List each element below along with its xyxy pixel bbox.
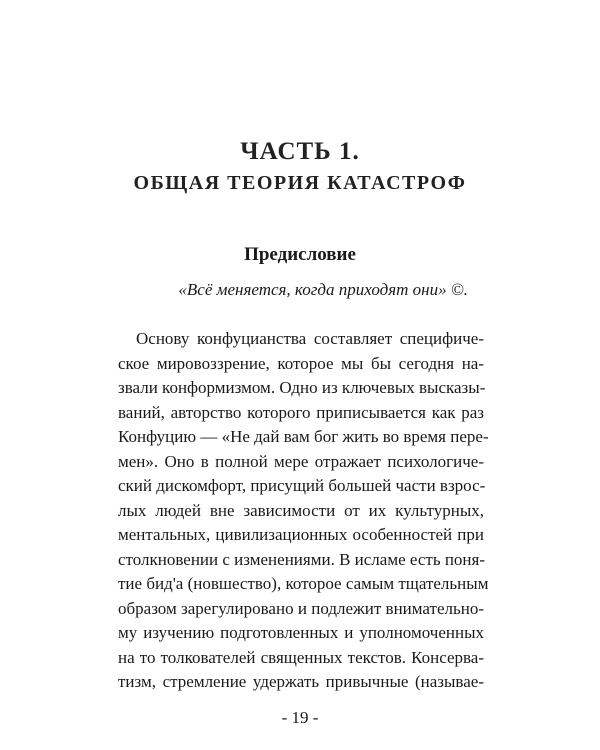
body-line: ское мировоззрение, которое мы бы сегодня на- [118, 353, 484, 373]
body-paragraph [118, 327, 489, 695]
part-subtitle-heading: ОБЩАЯ ТЕОРИЯ КАТАСТРОФ [133, 172, 467, 194]
body-line: звали конформизмом. Одно из ключевых высказы- [118, 378, 486, 397]
body-line: тие бид'а (новшество), которое самым тщательным [118, 574, 489, 593]
body-line: на то толкователей священных текстов. Консерва- [118, 647, 484, 667]
body-line: ский дискомфорт, присущий большей части взрос- [118, 476, 486, 495]
epigraph-quote: «Всё меняется, когда приходят они» ©. [178, 280, 468, 299]
body-line: тизм, стремление удержать привычные (называе- [118, 672, 484, 691]
body-line: столкновении с изменениями. В исламе есть поня- [118, 549, 486, 569]
section-title: Предисловие [244, 244, 356, 265]
body-line: ваний, авторство которого приписывается как раз [118, 402, 484, 422]
body-line: лых людей вне зависимости от их культурных, [118, 500, 484, 520]
page-number: - 19 - [281, 708, 319, 727]
body-line: мен». Оно в полной мере отражает психологиче- [118, 451, 484, 471]
part-number-heading: ЧАСТЬ 1. [240, 138, 360, 165]
body-line: образом зарегулировано и подлежит внимательно- [118, 598, 484, 618]
body-line: Основу конфуцианства составляет специфиче- [136, 329, 484, 348]
body-line: Конфуцию — «Не дай вам бог жить во время пере- [118, 427, 489, 446]
body-line: ментальных, цивилизационных особенностей при [118, 525, 484, 544]
body-line: му изучению подготовленных и уполномоченных [118, 623, 484, 642]
